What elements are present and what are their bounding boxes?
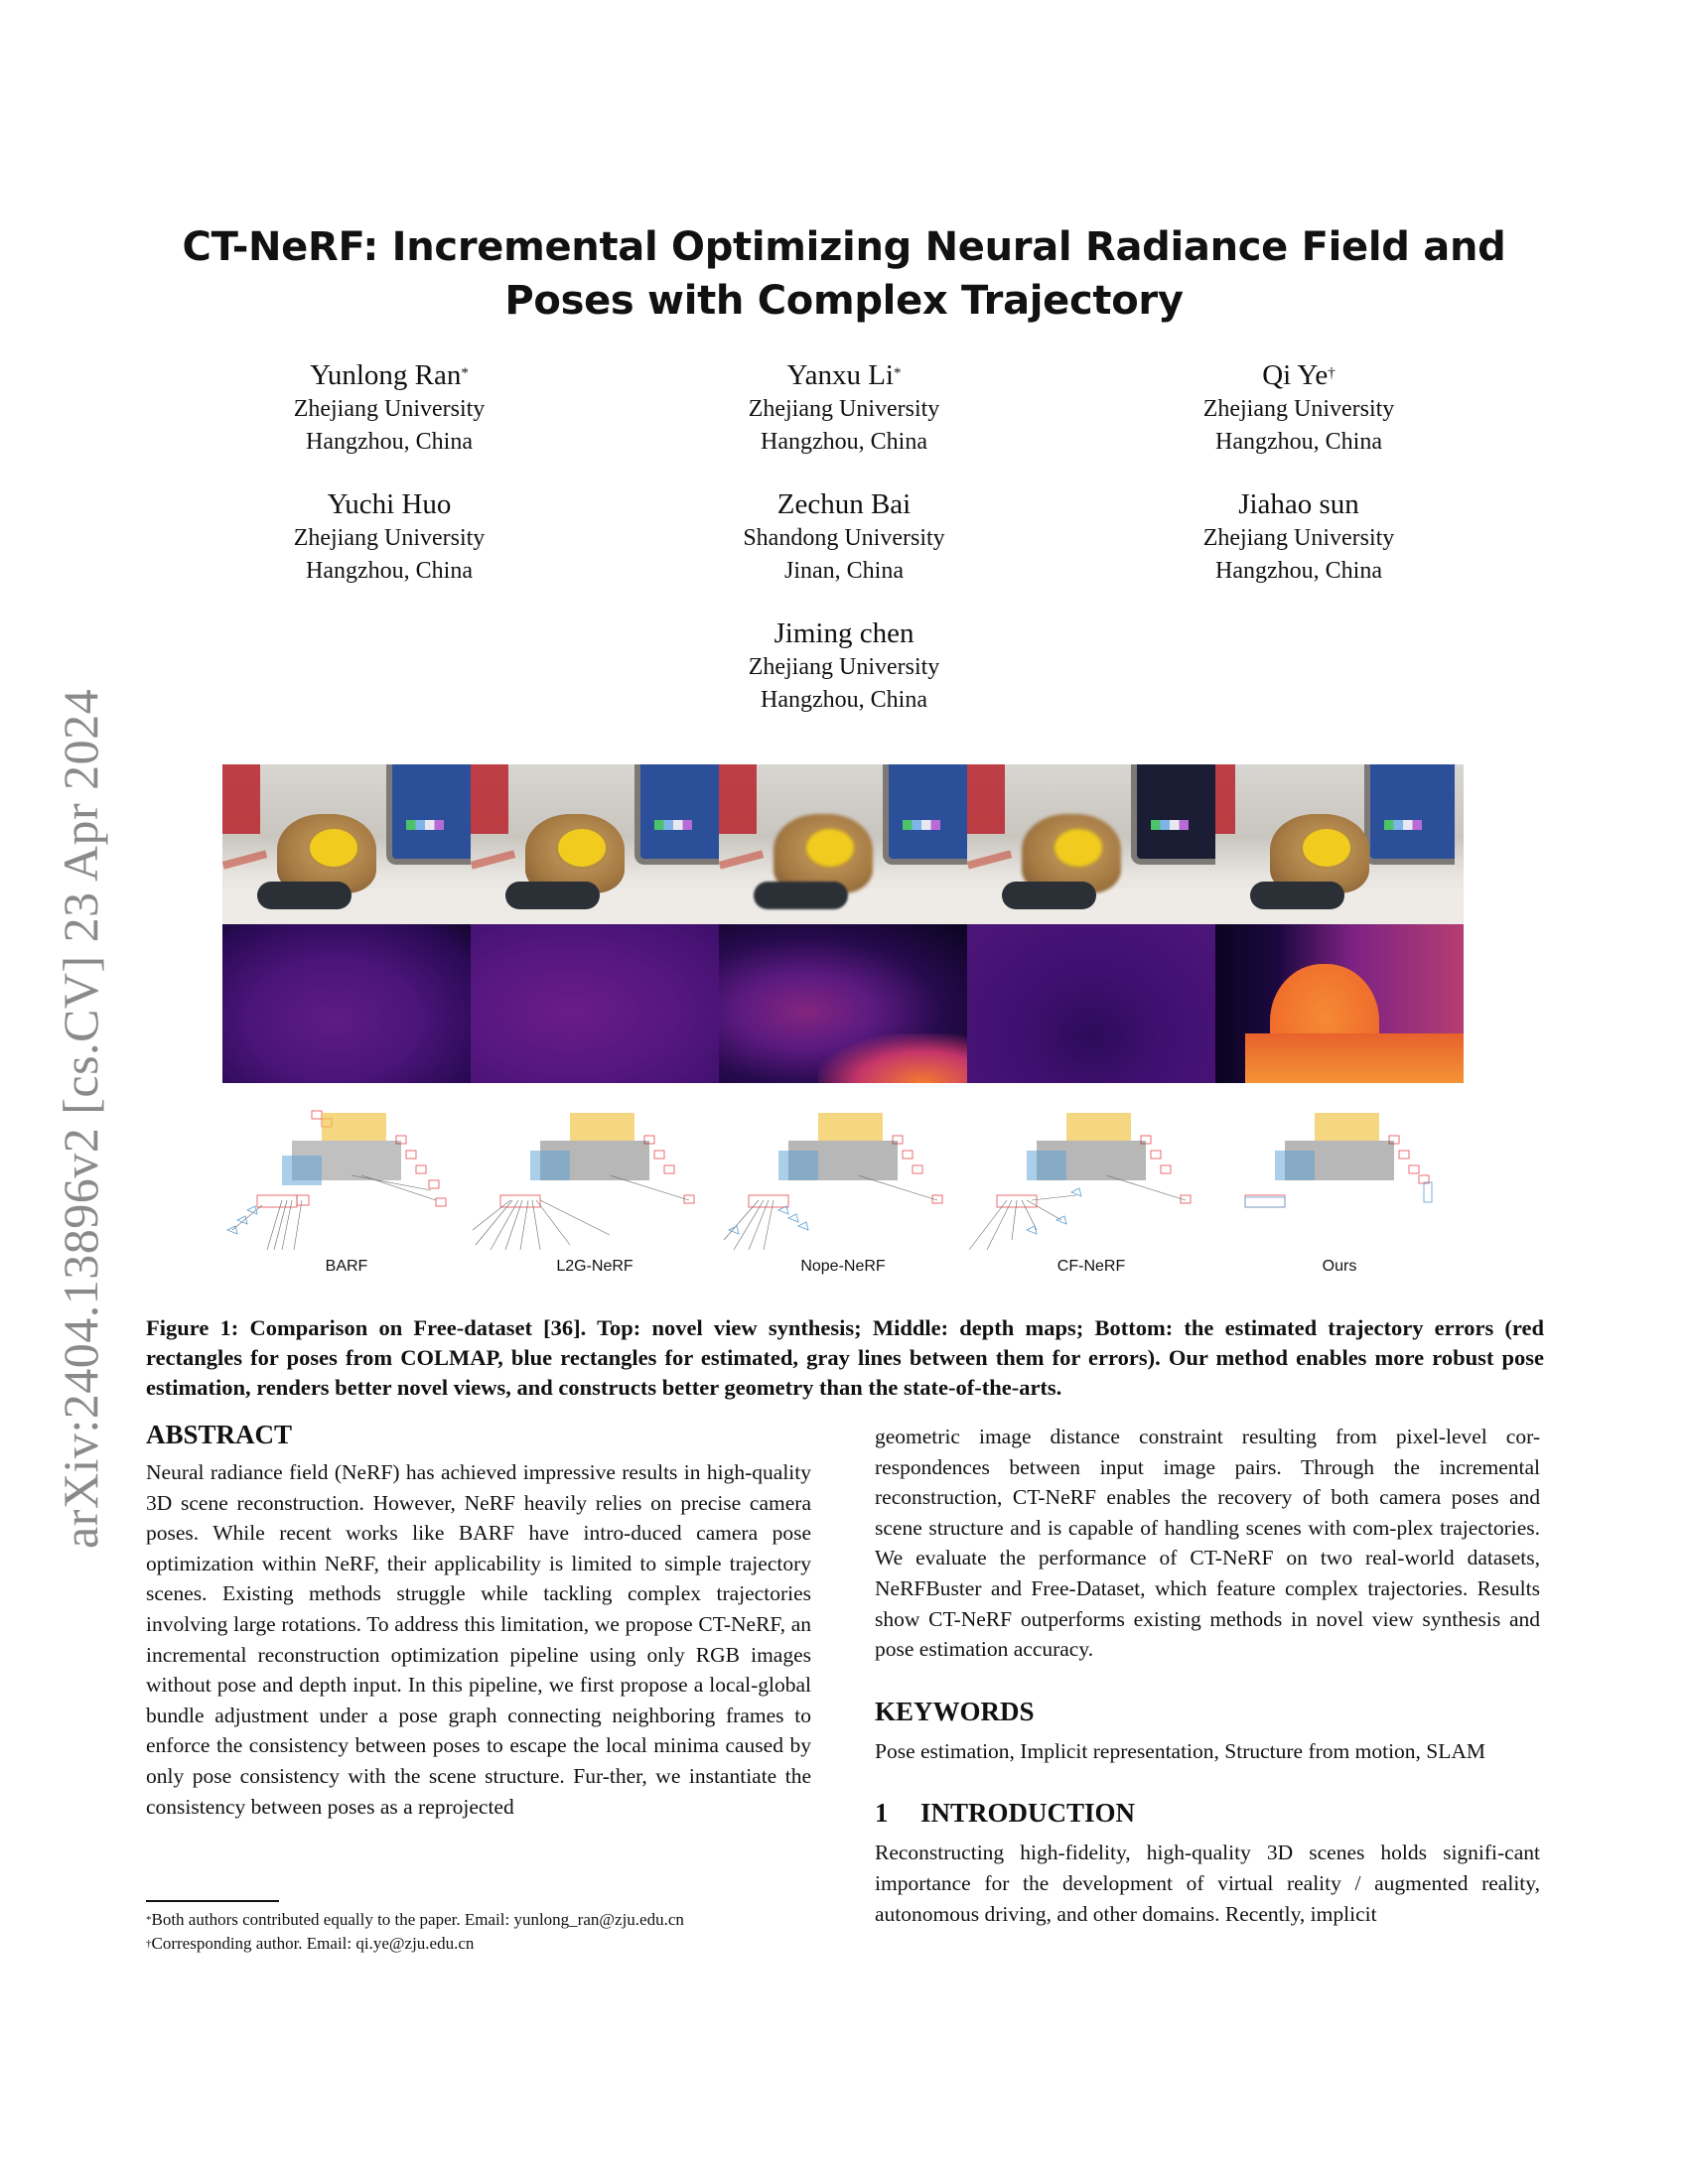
author-affiliation: Zhejiang University bbox=[1202, 396, 1395, 422]
author-block bbox=[1120, 486, 1477, 588]
trajectory-plot-nope-nerf bbox=[719, 1101, 967, 1252]
abstract-heading: ABSTRACT bbox=[146, 1420, 293, 1449]
author-affiliation: Zhejiang University bbox=[293, 525, 486, 551]
author-location: Hangzhou, China bbox=[761, 687, 927, 713]
author-mark: * bbox=[461, 365, 469, 381]
trajectory-plot-cf-nerf bbox=[967, 1101, 1215, 1252]
paper-title bbox=[149, 220, 1539, 328]
method-label: CF-NeRF bbox=[1056, 1258, 1126, 1275]
author-block bbox=[1120, 357, 1477, 459]
novel-view-row bbox=[222, 764, 1464, 924]
right-column bbox=[875, 1422, 1540, 1929]
footnote-text: Corresponding author. Email: qi.ye@zju.edu.cn bbox=[151, 1934, 475, 1953]
abstract-text-continued: geometric image distance constraint resulting from pixel-level cor-respondences between input image pairs. Through the incremental reconstruction, CT-NeRF enables the recovery of both camera poses and scene structure and is capable of handling scenes with com-plex trajectories. We evaluate the performance of CT-NeRF on two real-world datasets, NeRFBuster and Free-Dataset, which feature complex trajectories. Results show CT-NeRF outperforms existing methods in novel view synthesis and pose estimation accuracy. bbox=[875, 1425, 1540, 1662]
novel-view-image-ours bbox=[1215, 764, 1464, 924]
method-label: L2G-NeRF bbox=[556, 1258, 633, 1275]
author-location: Hangzhou, China bbox=[306, 429, 473, 455]
figure-1 bbox=[222, 764, 1464, 1276]
abstract-text: Neural radiance field (NeRF) has achieved impressive results in high-quality 3D scene reconstruction. However, NeRF heavily relies on precise camera poses. While recent works like BARF have intro-duced camera pose optimization within NeRF, their applicability is limited to simple trajectory scenes. Existing methods struggle while tackling complex trajectories involving large rotations. To address this limitation, we propose CT-NeRF, an incremental reconstruction optimization pipeline using only RGB images without pose and depth input. In this pipeline, we first propose a local-global bundle adjustment under a pose graph connecting neighboring frames to enforce the consistency between poses to escape the local minima caused by only pose consistency with the scene structure. Fur-ther, we instantiate the consistency between poses as a reprojected bbox=[146, 1460, 811, 1819]
author-block bbox=[211, 357, 568, 459]
novel-view-image-nope-nerf bbox=[719, 764, 967, 924]
depth-map-cf-nerf bbox=[967, 924, 1215, 1083]
title-line-1: CT-NeRF: Incremental Optimizing Neural Radiance Field and bbox=[182, 224, 1506, 270]
introduction-text: Reconstructing high-fidelity, high-quality 3D scenes holds signifi-cant importance for the development of virtual reality / augmented reality, autonomous driving, and other domains. Recently, implicit bbox=[875, 1841, 1540, 1926]
footnote bbox=[146, 1932, 841, 1956]
author-name: Yunlong Ran bbox=[310, 359, 462, 391]
title-line-2: Poses with Complex Trajectory bbox=[504, 278, 1184, 324]
author-block bbox=[211, 486, 568, 588]
novel-view-image-l2g-nerf bbox=[471, 764, 719, 924]
author-location: Hangzhou, China bbox=[1215, 429, 1382, 455]
footnote-divider bbox=[146, 1900, 279, 1902]
section-title: INTRODUCTION bbox=[920, 1798, 1136, 1829]
author-location: Hangzhou, China bbox=[1215, 558, 1382, 584]
method-label: Nope-NeRF bbox=[800, 1258, 886, 1275]
author-name: Zechun Bai bbox=[776, 488, 912, 520]
method-labels bbox=[222, 1258, 1464, 1276]
footnote bbox=[146, 1908, 841, 1932]
trajectory-row bbox=[222, 1101, 1464, 1252]
footnotes bbox=[146, 1908, 841, 1956]
author-location: Jinan, China bbox=[784, 558, 904, 584]
introduction-heading bbox=[875, 1796, 1540, 1830]
trajectory-plot-barf bbox=[222, 1101, 471, 1252]
author-affiliation: Zhejiang University bbox=[1202, 525, 1395, 551]
author-affiliation: Shandong University bbox=[743, 525, 945, 551]
author-location: Hangzhou, China bbox=[761, 429, 927, 455]
depth-map-l2g-nerf bbox=[471, 924, 719, 1083]
section-number: 1 bbox=[875, 1798, 889, 1829]
author-mark: † bbox=[1328, 365, 1336, 381]
depth-map-nope-nerf bbox=[719, 924, 967, 1083]
left-column bbox=[146, 1418, 811, 1822]
arxiv-identifier-stamp: arXiv:2404.13896v2 [cs.CV] 23 Apr 2024 bbox=[53, 688, 108, 1549]
method-label: BARF bbox=[325, 1258, 368, 1275]
novel-view-image-barf bbox=[222, 764, 471, 924]
author-affiliation: Zhejiang University bbox=[293, 396, 486, 422]
depth-map-barf bbox=[222, 924, 471, 1083]
author-location: Hangzhou, China bbox=[306, 558, 473, 584]
trajectory-plot-l2g-nerf bbox=[471, 1101, 719, 1252]
author-block bbox=[665, 615, 1023, 717]
author-mark: * bbox=[893, 365, 902, 381]
method-label: Ours bbox=[1322, 1258, 1357, 1275]
keywords-heading: KEYWORDS bbox=[875, 1696, 1035, 1726]
author-name: Jiming chen bbox=[774, 617, 914, 649]
keywords-text: Pose estimation, Implicit representation, Structure from motion, SLAM bbox=[875, 1738, 1486, 1763]
author-name: Jiahao sun bbox=[1238, 488, 1359, 520]
trajectory-plot-ours bbox=[1215, 1101, 1464, 1252]
author-name: Yuchi Huo bbox=[327, 488, 452, 520]
author-block bbox=[665, 357, 1023, 459]
depth-map-row bbox=[222, 924, 1464, 1083]
author-affiliation: Zhejiang University bbox=[748, 654, 940, 680]
footnote-mark: † bbox=[146, 1938, 152, 1950]
novel-view-image-cf-nerf bbox=[967, 764, 1215, 924]
author-name: Qi Ye bbox=[1262, 359, 1329, 391]
depth-map-ours bbox=[1215, 924, 1464, 1083]
footnote-mark: * bbox=[146, 1914, 152, 1926]
author-affiliation: Zhejiang University bbox=[748, 396, 940, 422]
footnote-text: Both authors contributed equally to the paper. Email: yunlong_ran@zju.edu.cn bbox=[151, 1910, 684, 1929]
author-block bbox=[665, 486, 1023, 588]
figure-caption: Figure 1: Comparison on Free-dataset [36]. Top: novel view synthesis; Middle: depth maps; Bottom: the estimated trajectory errors (red rectangles for poses from COLMAP, blue rectangles for estimated, gray lines between them for errors). Our method enables more robust pose estimation, renders better novel views, and constructs better geometry than the state-of-the-arts. bbox=[146, 1315, 1544, 1400]
author-name: Yanxu Li bbox=[786, 359, 894, 391]
